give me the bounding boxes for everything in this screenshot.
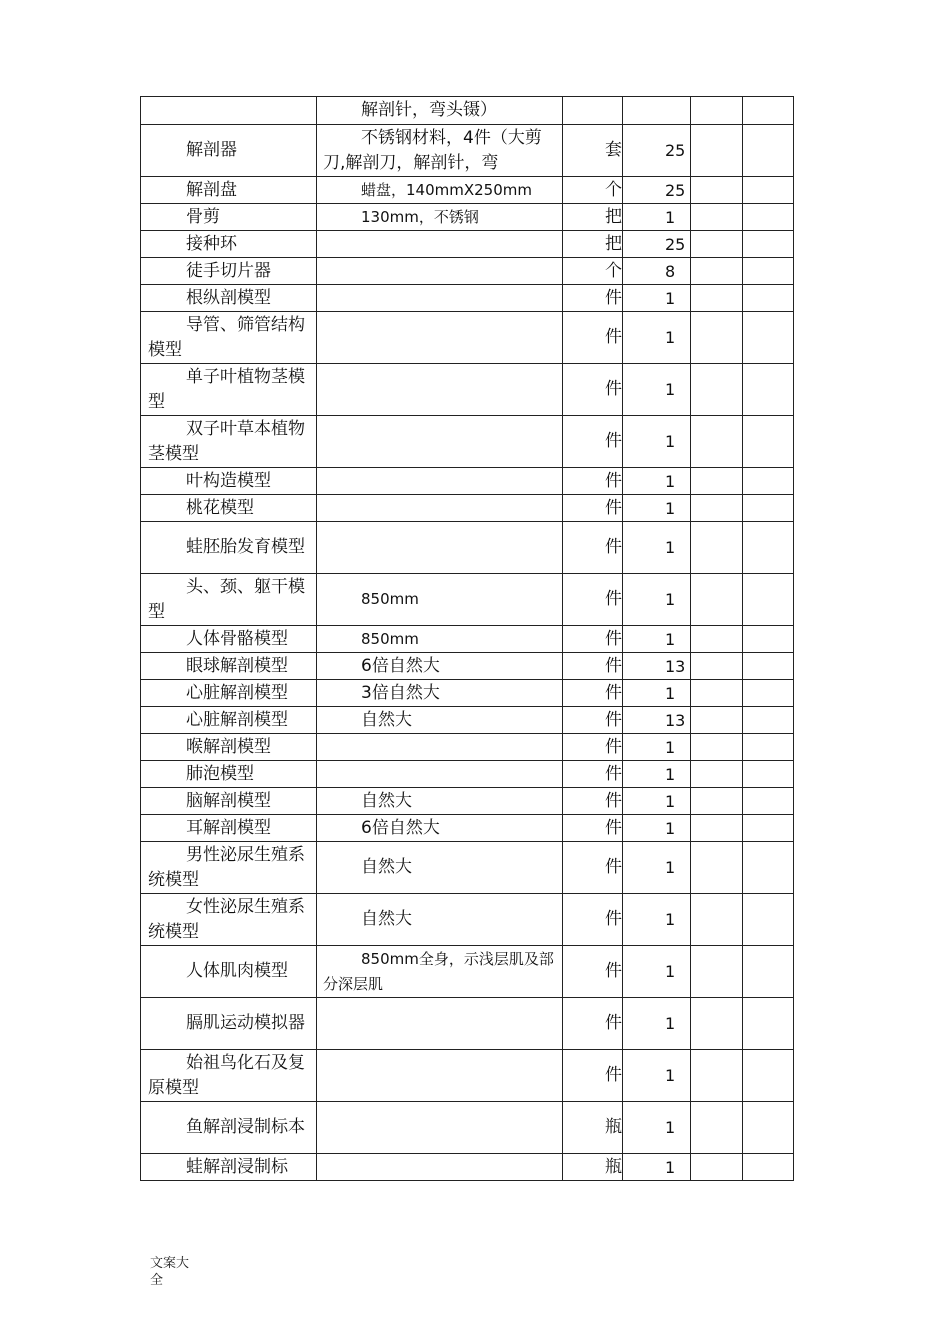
table-row: [141, 177, 794, 204]
equipment-table: [140, 96, 794, 1181]
blank-cell: [691, 653, 743, 680]
item-spec-cell: [317, 97, 563, 125]
item-unit-cell: 件: [563, 285, 623, 312]
blank-cell: [743, 416, 794, 468]
blank-cell: [691, 1102, 743, 1154]
item-unit-cell: 件: [563, 946, 623, 998]
item-name: 解剖盘: [186, 179, 237, 200]
blank-cell: [743, 653, 794, 680]
blank-cell: [743, 312, 794, 364]
item-unit-cell: 件: [563, 312, 623, 364]
blank-cell: [691, 177, 743, 204]
table-row: [141, 495, 794, 522]
item-unit-cell: 件: [563, 788, 623, 815]
blank-cell: [743, 894, 794, 946]
item-unit-cell: 件: [563, 653, 623, 680]
item-qty-cell: 1: [623, 312, 691, 364]
footer-text: 文案大全: [150, 1256, 190, 1288]
table-row: [141, 312, 794, 364]
blank-cell: [743, 258, 794, 285]
item-unit-cell: 件: [563, 761, 623, 788]
item-qty-cell: 13: [623, 653, 691, 680]
item-spec-cell: [317, 177, 563, 204]
item-name-cell: [141, 522, 317, 574]
table-row: [141, 1154, 794, 1181]
item-unit-cell: 件: [563, 574, 623, 626]
blank-cell: [691, 761, 743, 788]
item-unit-cell: 件: [563, 707, 623, 734]
item-qty-cell: 1: [623, 680, 691, 707]
item-name: 始祖鸟化石及复原模型: [148, 1052, 305, 1098]
blank-cell: [691, 998, 743, 1050]
blank-cell: [691, 734, 743, 761]
item-spec: 不锈钢材料，4件（大剪刀,解剖刀，解剖针，弯: [323, 127, 542, 173]
item-name: 骨剪: [186, 206, 220, 227]
blank-cell: [743, 626, 794, 653]
table-row: [141, 788, 794, 815]
item-name: 心脏解剖模型: [186, 709, 288, 730]
equipment-table-body: [141, 97, 794, 1181]
item-unit-cell: 个: [563, 258, 623, 285]
item-name-cell: [141, 761, 317, 788]
item-name: 根纵剖模型: [186, 287, 271, 308]
table-row: [141, 734, 794, 761]
table-row: [141, 653, 794, 680]
blank-cell: [743, 97, 794, 125]
blank-cell: [691, 707, 743, 734]
table-row: [141, 707, 794, 734]
item-spec: 850mm: [361, 629, 419, 648]
table-row: [141, 97, 794, 125]
item-spec-cell: [317, 946, 563, 998]
blank-cell: [743, 761, 794, 788]
item-name-cell: [141, 815, 317, 842]
blank-cell: [743, 364, 794, 416]
item-name-cell: [141, 285, 317, 312]
blank-cell: [743, 1050, 794, 1102]
item-qty-cell: 1: [623, 842, 691, 894]
item-qty-cell: 1: [623, 204, 691, 231]
blank-cell: [691, 231, 743, 258]
item-spec: 自然大: [361, 709, 412, 730]
blank-cell: [691, 204, 743, 231]
item-name-cell: [141, 125, 317, 177]
item-qty-cell: 1: [623, 495, 691, 522]
item-name: 徒手切片器: [186, 260, 271, 281]
table-row: [141, 416, 794, 468]
item-spec-cell: [317, 125, 563, 177]
table-row: [141, 998, 794, 1050]
blank-cell: [691, 125, 743, 177]
item-spec-cell: [317, 364, 563, 416]
blank-cell: [743, 680, 794, 707]
item-spec-cell: [317, 842, 563, 894]
item-spec: 自然大: [361, 857, 412, 877]
table-row: [141, 204, 794, 231]
item-name: 男性泌尿生殖系统模型: [148, 844, 305, 890]
item-unit-cell: 件: [563, 364, 623, 416]
item-name: 解剖器: [186, 140, 237, 160]
item-name: 人体骨骼模型: [186, 628, 288, 649]
table-row: [141, 522, 794, 574]
item-spec-cell: [317, 680, 563, 707]
item-spec-cell: [317, 707, 563, 734]
table-row: [141, 231, 794, 258]
item-name-cell: [141, 364, 317, 416]
item-name: 鱼解剖浸制标本: [186, 1117, 305, 1137]
item-unit-cell: 把: [563, 204, 623, 231]
item-unit-cell: 件: [563, 680, 623, 707]
item-name-cell: [141, 626, 317, 653]
blank-cell: [743, 285, 794, 312]
item-spec: 自然大: [361, 909, 412, 929]
blank-cell: [691, 680, 743, 707]
blank-cell: [743, 842, 794, 894]
blank-cell: [691, 815, 743, 842]
item-name: 人体肌肉模型: [186, 961, 288, 981]
item-name: 心脏解剖模型: [186, 682, 288, 703]
item-name: 接种环: [186, 233, 237, 254]
item-unit-cell: 件: [563, 522, 623, 574]
table-row: [141, 680, 794, 707]
blank-cell: [743, 468, 794, 495]
item-qty-cell: [623, 97, 691, 125]
table-row: [141, 946, 794, 998]
item-spec-cell: [317, 231, 563, 258]
item-qty-cell: 1: [623, 285, 691, 312]
item-qty-cell: 1: [623, 364, 691, 416]
table-row: [141, 1102, 794, 1154]
blank-cell: [743, 177, 794, 204]
item-spec-cell: [317, 1154, 563, 1181]
item-qty-cell: 1: [623, 626, 691, 653]
item-qty-cell: 1: [623, 1050, 691, 1102]
item-qty-cell: 25: [623, 231, 691, 258]
item-qty-cell: 1: [623, 1154, 691, 1181]
item-spec: 自然大: [361, 790, 412, 811]
blank-cell: [743, 574, 794, 626]
blank-cell: [691, 946, 743, 998]
table-row: [141, 285, 794, 312]
item-spec: 解剖针，弯头镊）: [361, 100, 497, 120]
item-unit-cell: 件: [563, 894, 623, 946]
item-unit-cell: 把: [563, 231, 623, 258]
item-name: 单子叶植物茎模型: [148, 366, 305, 412]
item-spec: 3倍自然大: [361, 682, 440, 703]
item-name-cell: [141, 1050, 317, 1102]
item-spec-cell: [317, 416, 563, 468]
item-spec-cell: [317, 626, 563, 653]
item-unit-cell: 个: [563, 177, 623, 204]
item-qty-cell: 1: [623, 574, 691, 626]
item-qty-cell: 1: [623, 788, 691, 815]
table-row: [141, 258, 794, 285]
item-unit-cell: 件: [563, 495, 623, 522]
item-name-cell: [141, 312, 317, 364]
blank-cell: [691, 574, 743, 626]
item-qty-cell: 1: [623, 468, 691, 495]
item-qty-cell: 1: [623, 998, 691, 1050]
item-spec-cell: [317, 815, 563, 842]
blank-cell: [691, 285, 743, 312]
table-row: [141, 364, 794, 416]
table-row: [141, 626, 794, 653]
item-name-cell: [141, 574, 317, 626]
item-spec-cell: [317, 653, 563, 680]
table-row: [141, 468, 794, 495]
item-name: 耳解剖模型: [186, 817, 271, 838]
item-name-cell: [141, 734, 317, 761]
blank-cell: [743, 1102, 794, 1154]
item-unit-cell: 件: [563, 998, 623, 1050]
item-name-cell: [141, 946, 317, 998]
item-name: 蛙胚胎发育模型: [186, 537, 305, 557]
item-name: 脑解剖模型: [186, 790, 271, 811]
item-spec-cell: [317, 468, 563, 495]
item-qty-cell: 1: [623, 1102, 691, 1154]
item-name-cell: [141, 680, 317, 707]
blank-cell: [743, 815, 794, 842]
blank-cell: [691, 468, 743, 495]
item-name: 女性泌尿生殖系统模型: [148, 896, 305, 942]
item-spec-cell: [317, 258, 563, 285]
item-spec-cell: [317, 788, 563, 815]
item-spec-cell: [317, 998, 563, 1050]
item-spec-cell: [317, 312, 563, 364]
item-qty-cell: 25: [623, 177, 691, 204]
blank-cell: [691, 788, 743, 815]
table-row: [141, 125, 794, 177]
blank-cell: [743, 734, 794, 761]
item-unit-cell: 件: [563, 416, 623, 468]
blank-cell: [743, 788, 794, 815]
item-name-cell: [141, 842, 317, 894]
blank-cell: [743, 204, 794, 231]
item-unit-cell: 瓶: [563, 1102, 623, 1154]
item-qty-cell: 1: [623, 761, 691, 788]
blank-cell: [743, 707, 794, 734]
item-name-cell: [141, 998, 317, 1050]
blank-cell: [691, 97, 743, 125]
item-name-cell: [141, 204, 317, 231]
blank-cell: [691, 1154, 743, 1181]
item-name-cell: [141, 177, 317, 204]
item-name-cell: [141, 1102, 317, 1154]
item-name: 桃花模型: [186, 497, 254, 518]
item-qty-cell: 1: [623, 522, 691, 574]
blank-cell: [743, 495, 794, 522]
item-unit-cell: 套: [563, 125, 623, 177]
blank-cell: [743, 125, 794, 177]
item-name-cell: [141, 468, 317, 495]
blank-cell: [691, 894, 743, 946]
item-qty-cell: 25: [623, 125, 691, 177]
blank-cell: [691, 522, 743, 574]
item-qty-cell: 1: [623, 734, 691, 761]
item-name: 蛙解剖浸制标: [186, 1156, 288, 1177]
item-name-cell: [141, 788, 317, 815]
item-unit-cell: 瓶: [563, 1154, 623, 1181]
item-spec-cell: [317, 1050, 563, 1102]
blank-cell: [691, 364, 743, 416]
item-spec-cell: [317, 1102, 563, 1154]
blank-cell: [743, 946, 794, 998]
item-spec-cell: [317, 285, 563, 312]
item-qty-cell: 1: [623, 946, 691, 998]
item-name-cell: [141, 97, 317, 125]
blank-cell: [691, 416, 743, 468]
item-unit-cell: 件: [563, 468, 623, 495]
item-spec-cell: [317, 761, 563, 788]
item-name-cell: [141, 416, 317, 468]
item-spec: 6倍自然大: [361, 817, 440, 838]
item-spec-cell: [317, 204, 563, 231]
item-name: 叶构造模型: [186, 470, 271, 491]
item-name-cell: [141, 1154, 317, 1181]
item-name: 眼球解剖模型: [186, 655, 288, 676]
item-spec-cell: [317, 495, 563, 522]
item-name: 导管、筛管结构模型: [148, 314, 305, 360]
item-unit-cell: 件: [563, 626, 623, 653]
blank-cell: [691, 258, 743, 285]
item-unit-cell: 件: [563, 734, 623, 761]
item-spec: 850mm全身，示浅层肌及部分深层肌: [323, 949, 554, 993]
item-spec: 130mm，不锈钢: [361, 207, 479, 226]
item-qty-cell: 1: [623, 416, 691, 468]
blank-cell: [691, 495, 743, 522]
item-qty-cell: 1: [623, 894, 691, 946]
table-row: [141, 1050, 794, 1102]
item-name: 头、颈、躯干模型: [148, 576, 305, 622]
item-spec-cell: [317, 574, 563, 626]
item-qty-cell: 1: [623, 815, 691, 842]
item-spec: 850mm: [361, 590, 419, 608]
item-name: 喉解剖模型: [186, 736, 271, 757]
item-spec: 6倍自然大: [361, 655, 440, 676]
item-name-cell: [141, 894, 317, 946]
item-name: 肺泡模型: [186, 763, 254, 784]
item-name-cell: [141, 258, 317, 285]
item-spec-cell: [317, 734, 563, 761]
blank-cell: [691, 626, 743, 653]
item-spec: 蜡盘，140mmX250mm: [361, 180, 532, 199]
table-row: [141, 761, 794, 788]
item-name-cell: [141, 231, 317, 258]
table-row: [141, 842, 794, 894]
item-spec-cell: [317, 894, 563, 946]
item-unit-cell: 件: [563, 815, 623, 842]
blank-cell: [743, 1154, 794, 1181]
item-qty-cell: 8: [623, 258, 691, 285]
blank-cell: [743, 522, 794, 574]
item-name: 膈肌运动模拟器: [186, 1013, 305, 1033]
blank-cell: [743, 998, 794, 1050]
table-row: [141, 894, 794, 946]
table-row: [141, 574, 794, 626]
blank-cell: [691, 1050, 743, 1102]
blank-cell: [691, 312, 743, 364]
item-unit-cell: 件: [563, 842, 623, 894]
item-name: 双子叶草本植物茎模型: [148, 418, 305, 464]
item-unit-cell: 件: [563, 1050, 623, 1102]
item-unit-cell: [563, 97, 623, 125]
item-name-cell: [141, 707, 317, 734]
blank-cell: [691, 842, 743, 894]
blank-cell: [743, 231, 794, 258]
item-name-cell: [141, 495, 317, 522]
table-row: [141, 815, 794, 842]
item-qty-cell: 13: [623, 707, 691, 734]
item-name-cell: [141, 653, 317, 680]
item-spec-cell: [317, 522, 563, 574]
